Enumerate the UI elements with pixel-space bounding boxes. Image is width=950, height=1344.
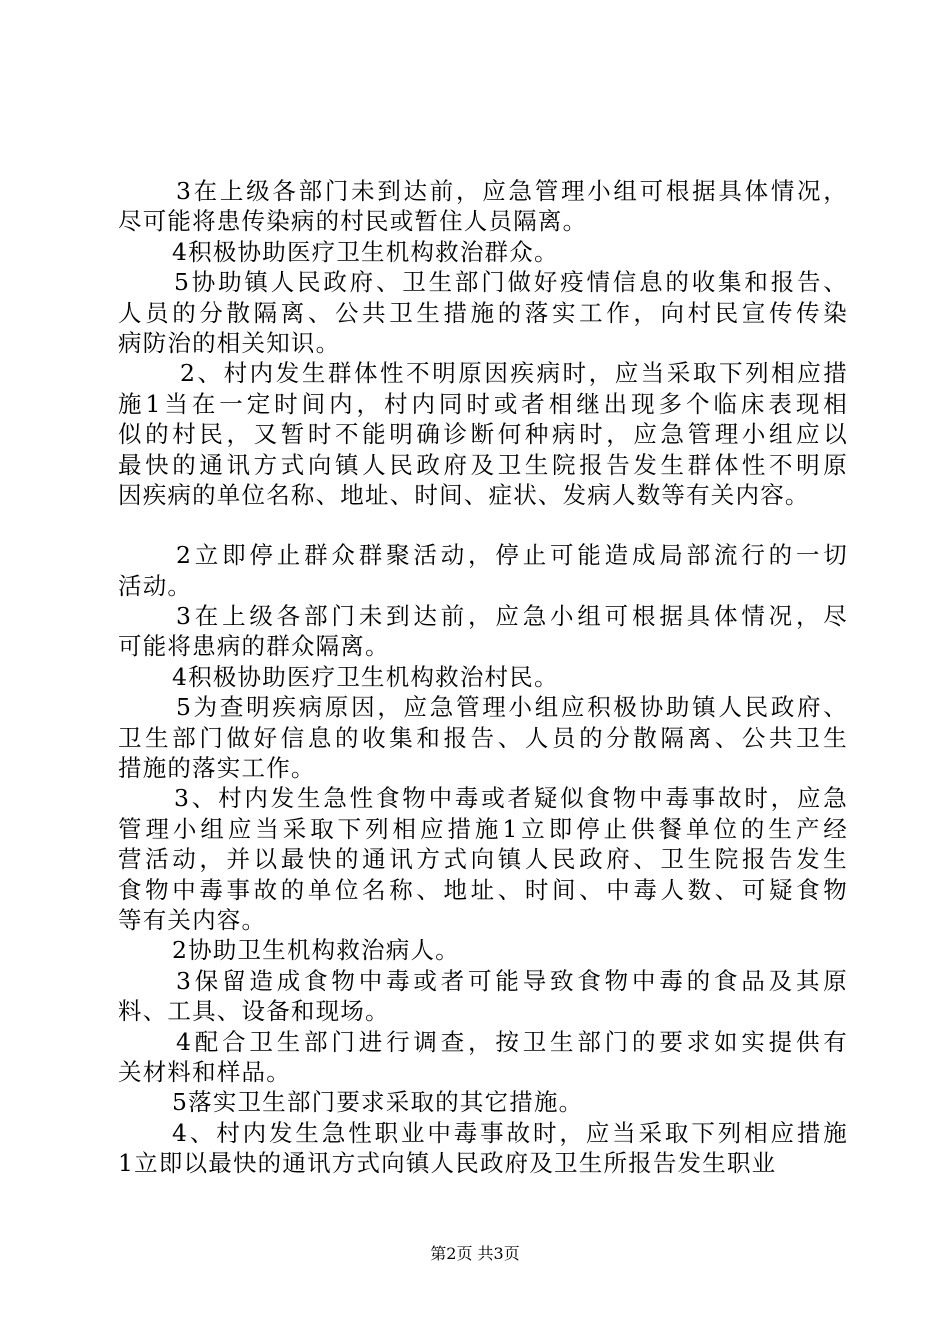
text-line: 2、村内发生群体性不明原因疾病时，应当采取下列相应措 <box>180 359 848 388</box>
text-line: 4配合卫生部门进行调查，按卫生部门的要求如实提供有 <box>176 1027 848 1056</box>
text-line: 5落实卫生部门要求采取的其它措施。 <box>172 1088 584 1117</box>
text-line: 病防治的相关知识。 <box>118 328 341 357</box>
text-line: 4积极协助医疗卫生机构救治村民。 <box>172 662 559 691</box>
text-line: 3在上级各部门未到达前，应急管理小组可根据具体情况， <box>176 177 848 205</box>
text-line: 4积极协助医疗卫生机构救治群众。 <box>172 237 559 266</box>
text-line: 关材料和样品。 <box>118 1057 291 1086</box>
page-footer: 第2页 共3页 <box>430 1244 520 1263</box>
text-line: 2协助卫生机构救治病人。 <box>172 936 460 965</box>
text-line: 4、村内发生急性职业中毒事故时，应当采取下列相应措施 <box>172 1118 848 1147</box>
text-line: 等有关内容。 <box>118 905 267 934</box>
text-line: 营活动，并以最快的通讯方式向镇人民政府、卫生院报告发生 <box>118 845 848 874</box>
text-line: 因疾病的单位名称、地址、时间、症状、发病人数等有关内容。 <box>118 480 810 509</box>
text-line: 卫生部门做好信息的收集和报告、人员的分散隔离、公共卫生 <box>118 723 848 752</box>
text-line: 料、工具、设备和现场。 <box>118 997 390 1026</box>
text-line: 最快的通讯方式向镇人民政府及卫生院报告发生群体性不明原 <box>118 450 848 479</box>
text-line: 活动。 <box>118 571 193 600</box>
text-line: 措施的落实工作。 <box>118 754 316 783</box>
text-line: 尽可能将患传染病的村民或暂住人员隔离。 <box>118 207 588 236</box>
document-body <box>118 176 848 1179</box>
paragraph-spacer <box>118 510 848 540</box>
text-line: 1立即以最快的通讯方式向镇人民政府及卫生所报告发生职业 <box>118 1149 777 1178</box>
text-line: 3保留造成食物中毒或者可能导致食物中毒的食品及其原 <box>176 966 848 995</box>
text-line: 3、村内发生急性食物中毒或者疑似食物中毒事故时，应急 <box>174 784 848 813</box>
text-line: 5为查明疾病原因，应急管理小组应积极协助镇人民政府、 <box>176 693 848 722</box>
text-line: 似的村民，又暂时不能明确诊断何种病时，应急管理小组应以 <box>118 420 848 449</box>
text-line: 可能将患病的群众隔离。 <box>118 632 390 661</box>
text-line: 食物中毒事故的单位名称、地址、时间、中毒人数、可疑食物 <box>118 875 848 904</box>
text-line: 人员的分散隔离、公共卫生措施的落实工作，向村民宣传传染 <box>118 298 848 327</box>
text-line: 管理小组应当采取下列相应措施1立即停止供餐单位的生产经 <box>118 814 848 843</box>
text-line: 施1当在一定时间内，村内同时或者相继出现多个临床表现相 <box>118 389 848 418</box>
text-line: 3在上级各部门未到达前，应急小组可根据具体情况，尽 <box>176 602 848 631</box>
text-line: 2立即停止群众群聚活动，停止可能造成局部流行的一切 <box>176 541 848 570</box>
text-line: 5协助镇人民政府、卫生部门做好疫情信息的收集和报告、 <box>174 268 848 297</box>
